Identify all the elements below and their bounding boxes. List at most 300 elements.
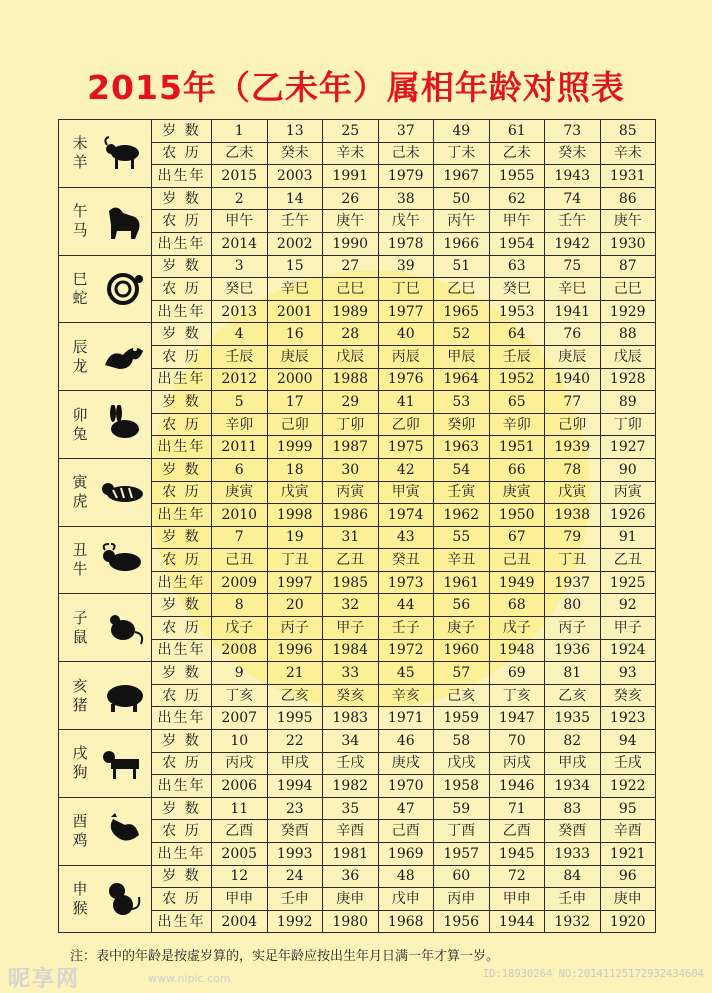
table-cell: 1997 [267,571,323,594]
table-cell: 丙寅 [600,481,656,504]
table-cell: 1951 [489,436,545,459]
table-cell: 戊辰 [323,345,379,368]
zodiac-cell [59,391,152,459]
table-cell: 己丑 [489,549,545,572]
table-cell: 80 [545,594,601,617]
table-cell: 85 [600,120,656,143]
table-cell: 7 [212,526,268,549]
table-cell: 乙巳 [434,278,490,301]
zodiac-cell [59,594,152,662]
table-cell: 1992 [267,910,323,933]
table-cell: 壬寅 [434,481,490,504]
table-cell: 1998 [267,504,323,527]
table-cell: 癸丑 [378,549,434,572]
tiger-icon [99,472,147,512]
table-cell: 己巳 [323,278,379,301]
zodiac-name: 巳 蛇 [72,269,88,307]
table-cell: 庚寅 [212,481,268,504]
table-cell: 1972 [378,639,434,662]
table-cell: 54 [434,458,490,481]
table-cell: 丙申 [434,888,490,911]
table-cell: 丁亥 [489,684,545,707]
table-cell: 1985 [323,571,379,594]
row-label: 岁 数 [152,255,212,278]
table-cell: 2002 [267,232,323,255]
row-label: 出生年 [152,436,212,459]
table-cell: 甲辰 [434,345,490,368]
row-label: 出生年 [152,368,212,391]
table-cell: 82 [545,730,601,753]
table-cell: 1987 [323,436,379,459]
zodiac-name: 酉 鸡 [72,812,88,850]
table-cell: 1925 [600,571,656,594]
zodiac-cell [59,323,152,391]
table-cell: 1983 [323,707,379,730]
table-cell: 8 [212,594,268,617]
table-cell: 癸未 [545,142,601,165]
table-cell: 乙酉 [212,820,268,843]
table-cell: 2012 [212,368,268,391]
table-cell: 2015 [212,165,268,188]
rabbit-icon [99,405,147,445]
row-label: 出生年 [152,232,212,255]
table-cell: 1994 [267,775,323,798]
table-cell: 30 [323,458,379,481]
table-cell: 81 [545,662,601,685]
table-row [59,323,656,346]
table-cell: 27 [323,255,379,278]
table-cell: 17 [267,391,323,414]
table-cell: 41 [378,391,434,414]
table-cell: 2005 [212,843,268,866]
table-cell: 庚午 [323,210,379,233]
zodiac-cell [59,255,152,323]
row-label: 岁 数 [152,526,212,549]
table-cell: 1955 [489,165,545,188]
table-cell: 丙寅 [323,481,379,504]
table-cell: 1937 [545,571,601,594]
table-cell: 1928 [600,368,656,391]
table-cell: 癸亥 [600,684,656,707]
table-cell: 51 [434,255,490,278]
row-label: 出生年 [152,775,212,798]
table-cell: 辛亥 [378,684,434,707]
table-cell: 丁未 [434,142,490,165]
table-cell: 3 [212,255,268,278]
table-cell: 1966 [434,232,490,255]
table-cell: 14 [267,187,323,210]
table-cell: 丙子 [267,617,323,640]
table-cell: 甲戌 [545,752,601,775]
table-cell: 1974 [378,504,434,527]
snake-icon [99,269,147,309]
table-cell: 1940 [545,368,601,391]
table-cell: 56 [434,594,490,617]
table-cell: 76 [545,323,601,346]
zodiac-cell [59,187,152,255]
table-cell: 1956 [434,910,490,933]
table-cell: 1989 [323,300,379,323]
table-cell: 1976 [378,368,434,391]
table-cell: 59 [434,797,490,820]
table-cell: 1924 [600,639,656,662]
table-cell: 79 [545,526,601,549]
table-cell: 1948 [489,639,545,662]
table-row [59,526,656,549]
table-cell: 壬辰 [212,345,268,368]
table-cell: 36 [323,865,379,888]
table-cell: 1950 [489,504,545,527]
table-cell: 1949 [489,571,545,594]
table-cell: 1921 [600,843,656,866]
brand-url-watermark: www.nipic.com [148,972,231,985]
table-cell: 2000 [267,368,323,391]
table-cell: 43 [378,526,434,549]
rooster-icon [99,811,147,851]
table-cell: 壬午 [267,210,323,233]
table-cell: 1965 [434,300,490,323]
table-cell: 25 [323,120,379,143]
table-cell: 辛巳 [545,278,601,301]
zodiac-cell [59,120,152,188]
table-cell: 1969 [378,843,434,866]
table-cell: 壬子 [378,617,434,640]
zodiac-name: 子 鼠 [72,608,88,646]
table-cell: 33 [323,662,379,685]
table-cell: 2008 [212,639,268,662]
table-cell: 戊午 [378,210,434,233]
zodiac-cell [59,730,152,798]
table-cell: 丙戌 [212,752,268,775]
table-cell: 甲寅 [378,481,434,504]
table-cell: 4 [212,323,268,346]
table-cell: 2014 [212,232,268,255]
table-cell: 1977 [378,300,434,323]
row-label: 岁 数 [152,120,212,143]
table-row [59,458,656,481]
table-cell: 26 [323,187,379,210]
table-cell: 甲戌 [267,752,323,775]
table-cell: 2010 [212,504,268,527]
table-cell: 1982 [323,775,379,798]
table-cell: 1932 [545,910,601,933]
table-cell: 1946 [489,775,545,798]
table-cell: 癸酉 [267,820,323,843]
table-cell: 1962 [434,504,490,527]
table-cell: 己未 [378,142,434,165]
table-cell: 87 [600,255,656,278]
table-cell: 72 [489,865,545,888]
table-cell: 78 [545,458,601,481]
table-cell: 10 [212,730,268,753]
table-cell: 92 [600,594,656,617]
table-cell: 70 [489,730,545,753]
table-cell: 23 [267,797,323,820]
table-cell: 46 [378,730,434,753]
table-cell: 己巳 [600,278,656,301]
row-label: 出生年 [152,707,212,730]
row-label: 农 历 [152,210,212,233]
row-label: 岁 数 [152,323,212,346]
table-cell: 1926 [600,504,656,527]
zodiac-name: 亥 猪 [72,676,88,714]
rat-icon [99,608,147,648]
ox-icon [99,540,147,580]
table-cell: 癸酉 [545,820,601,843]
dog-icon [99,743,147,783]
table-cell: 辛酉 [600,820,656,843]
table-cell: 1935 [545,707,601,730]
table-cell: 75 [545,255,601,278]
table-cell: 戊子 [489,617,545,640]
table-cell: 55 [434,526,490,549]
zodiac-name: 申 猴 [72,879,88,917]
table-cell: 5 [212,391,268,414]
row-label: 农 历 [152,345,212,368]
table-cell: 1936 [545,639,601,662]
table-cell: 1999 [267,436,323,459]
table-cell: 91 [600,526,656,549]
table-cell: 乙卯 [378,413,434,436]
table-cell: 86 [600,187,656,210]
table-cell: 甲申 [212,888,268,911]
pig-icon [99,676,147,716]
table-cell: 2 [212,187,268,210]
zodiac-cell [59,865,152,933]
table-row [59,594,656,617]
table-cell: 1923 [600,707,656,730]
table-cell: 60 [434,865,490,888]
row-label: 岁 数 [152,458,212,481]
table-cell: 己亥 [434,684,490,707]
table-cell: 19 [267,526,323,549]
table-cell: 壬申 [267,888,323,911]
row-label: 出生年 [152,165,212,188]
table-cell: 1973 [378,571,434,594]
zodiac-cell [59,458,152,526]
table-cell: 1934 [545,775,601,798]
table-cell: 66 [489,458,545,481]
table-row [59,391,656,414]
table-cell: 丁丑 [267,549,323,572]
table-cell: 乙亥 [545,684,601,707]
table-cell: 乙丑 [600,549,656,572]
table-cell: 甲子 [600,617,656,640]
table-cell: 37 [378,120,434,143]
table-row [59,662,656,685]
row-label: 出生年 [152,571,212,594]
table-cell: 辛卯 [212,413,268,436]
table-cell: 戊申 [378,888,434,911]
table-cell: 己卯 [545,413,601,436]
table-cell: 癸卯 [434,413,490,436]
zodiac-name: 午 马 [72,202,88,240]
table-cell: 42 [378,458,434,481]
page-title: 2015年（乙未年）属相年龄对照表 [87,68,625,107]
table-cell: 2009 [212,571,268,594]
table-cell: 甲申 [489,888,545,911]
row-label: 岁 数 [152,730,212,753]
table-cell: 壬辰 [489,345,545,368]
table-cell: 戊戌 [434,752,490,775]
table-cell: 2004 [212,910,268,933]
zodiac-cell [59,662,152,730]
table-cell: 12 [212,865,268,888]
table-cell: 24 [267,865,323,888]
row-label: 出生年 [152,639,212,662]
table-cell: 1959 [434,707,490,730]
table-cell: 1970 [378,775,434,798]
table-cell: 1975 [378,436,434,459]
row-label: 农 历 [152,684,212,707]
table-cell: 戊辰 [600,345,656,368]
table-cell: 1986 [323,504,379,527]
table-cell: 丁酉 [434,820,490,843]
table-cell: 1922 [600,775,656,798]
table-cell: 甲午 [212,210,268,233]
table-cell: 1931 [600,165,656,188]
table-cell: 1952 [489,368,545,391]
table-cell: 己卯 [267,413,323,436]
table-cell: 64 [489,323,545,346]
table-cell: 1930 [600,232,656,255]
table-cell: 90 [600,458,656,481]
table-cell: 34 [323,730,379,753]
table-cell: 39 [378,255,434,278]
zodiac-cell [59,526,152,594]
table-cell: 74 [545,187,601,210]
table-cell: 乙酉 [489,820,545,843]
table-cell: 31 [323,526,379,549]
zodiac-name: 寅 虎 [72,473,88,511]
table-cell: 1929 [600,300,656,323]
table-cell: 2007 [212,707,268,730]
table-row [59,187,656,210]
row-label: 出生年 [152,843,212,866]
table-cell: 戊寅 [545,481,601,504]
table-cell: 57 [434,662,490,685]
table-cell: 1996 [267,639,323,662]
table-cell: 84 [545,865,601,888]
table-cell: 庚申 [323,888,379,911]
table-cell: 21 [267,662,323,685]
table-cell: 13 [267,120,323,143]
table-cell: 1967 [434,165,490,188]
table-row [59,797,656,820]
table-cell: 庚戌 [378,752,434,775]
table-cell: 1995 [267,707,323,730]
table-cell: 甲子 [323,617,379,640]
table-cell: 1947 [489,707,545,730]
table-cell: 94 [600,730,656,753]
table-row [59,255,656,278]
row-label: 岁 数 [152,865,212,888]
table-cell: 乙亥 [267,684,323,707]
table-cell: 88 [600,323,656,346]
table-cell: 1980 [323,910,379,933]
table-cell: 庚午 [600,210,656,233]
table-cell: 丁巳 [378,278,434,301]
table-cell: 65 [489,391,545,414]
horse-icon [99,201,147,241]
row-label: 农 历 [152,752,212,775]
table-cell: 1991 [323,165,379,188]
table-cell: 1943 [545,165,601,188]
table-cell: 戊寅 [267,481,323,504]
row-label: 农 历 [152,413,212,436]
table-cell: 20 [267,594,323,617]
table-cell: 1960 [434,639,490,662]
table-cell: 1979 [378,165,434,188]
table-cell: 丙子 [545,617,601,640]
footnote: 注：表中的年龄是按虚岁算的，实足年龄应按出生年月日满一年才算一岁。 [70,949,500,964]
zodiac-name: 丑 牛 [72,541,88,579]
table-cell: 9 [212,662,268,685]
table-cell: 辛酉 [323,820,379,843]
table-cell: 1981 [323,843,379,866]
table-cell: 辛未 [600,142,656,165]
table-cell: 1954 [489,232,545,255]
table-cell: 2003 [267,165,323,188]
table-cell: 己丑 [212,549,268,572]
table-cell: 乙未 [489,142,545,165]
row-label: 出生年 [152,504,212,527]
table-cell: 49 [434,120,490,143]
table-cell: 1945 [489,843,545,866]
table-cell: 18 [267,458,323,481]
table-cell: 1939 [545,436,601,459]
row-label: 岁 数 [152,391,212,414]
table-cell: 69 [489,662,545,685]
row-label: 农 历 [152,278,212,301]
row-label: 农 历 [152,820,212,843]
zodiac-cell [59,797,152,865]
zodiac-name: 辰 龙 [72,337,88,375]
table-cell: 2013 [212,300,268,323]
table-cell: 癸巳 [212,278,268,301]
table-cell: 辛未 [323,142,379,165]
table-row [59,865,656,888]
table-cell: 1963 [434,436,490,459]
table-cell: 77 [545,391,601,414]
table-cell: 95 [600,797,656,820]
table-cell: 48 [378,865,434,888]
dragon-icon [99,337,147,377]
table-cell: 1938 [545,504,601,527]
goat-icon [99,133,147,173]
table-cell: 1944 [489,910,545,933]
table-cell: 52 [434,323,490,346]
row-label: 岁 数 [152,187,212,210]
table-cell: 1968 [378,910,434,933]
table-cell: 67 [489,526,545,549]
table-cell: 丙戌 [489,752,545,775]
table-cell: 1993 [267,843,323,866]
table-cell: 丙午 [434,210,490,233]
table-cell: 1988 [323,368,379,391]
table-cell: 83 [545,797,601,820]
table-cell: 乙丑 [323,549,379,572]
table-cell: 2001 [267,300,323,323]
table-cell: 甲午 [489,210,545,233]
table-cell: 1933 [545,843,601,866]
table-cell: 乙未 [212,142,268,165]
table-cell: 1 [212,120,268,143]
table-cell: 庚辰 [545,345,601,368]
table-cell: 73 [545,120,601,143]
table-cell: 壬戌 [600,752,656,775]
table-cell: 11 [212,797,268,820]
